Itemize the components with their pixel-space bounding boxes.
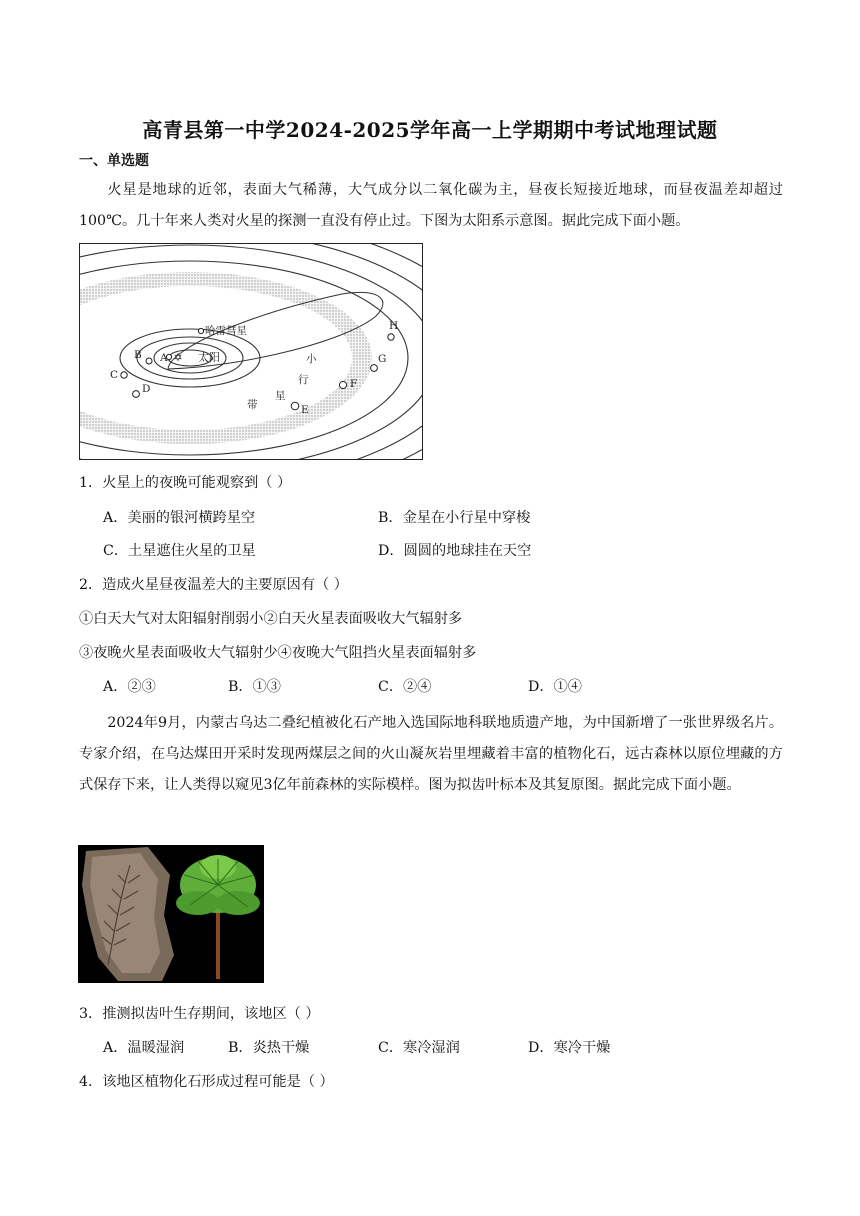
question-1-option-c: C．土星遮住火星的卫星 [103,543,256,559]
fossil-figure [78,845,264,983]
section-heading: 一、单选题 [79,153,149,169]
halley-comet [198,328,203,333]
question-3-stem: 3．推测拟齿叶生存期间，该地区（ ） [79,1006,320,1022]
planet-b [146,358,152,364]
question-1-option-b: B．金星在小行星中穿梭 [378,510,531,526]
label-a: A [160,352,168,364]
question-1-stem: 1．火星上的夜晚可能观察到（ ） [79,475,292,491]
belt-label-3: 星 [275,390,286,402]
question-3-option-a: A．温暖湿润 [103,1040,185,1056]
label-f: F [350,378,358,390]
question-2-option-a: A．②③ [103,679,156,695]
planet-e [291,402,299,410]
belt-label-2: 行 [298,374,309,386]
tree-trunk [216,911,220,979]
label-g: G [378,353,387,365]
planet-h [388,334,394,340]
label-c: C [110,369,119,381]
page-title: 高青县第一中学2024-2025学年高一上学期期中考试地理试题 [142,118,718,142]
question-1-option-a: A．美丽的银河横跨星空 [103,510,256,526]
question-3-option-c: C．寒冷湿润 [378,1040,460,1056]
solar-system-figure [79,243,423,460]
halley-label: 哈雷彗星 [205,325,247,337]
question-4-stem: 4．该地区植物化石形成过程可能是（ ） [79,1074,334,1090]
sun-icon: ✡ [173,351,183,364]
planet-d [133,391,140,398]
question-2-line-1: ①白天大气对太阳辐射削弱小②白天火星表面吸收大气辐射多 [79,611,463,627]
question-2-option-b: B．①③ [228,679,281,695]
sun-label: 太阳 [198,351,220,364]
label-d: D [142,383,151,395]
question-2-option-d: D．①④ [528,679,582,695]
planet-g [371,365,378,372]
question-2-option-c: C．②④ [378,679,432,695]
question-1-option-d: D．圆圆的地球挂在天空 [378,543,532,559]
question-3-option-d: D．寒冷干燥 [528,1040,611,1056]
planet-c [121,372,127,378]
passage-1: 火星是地球的近邻，表面大气稀薄，大气成分以二氧化碳为主，昼夜长短接近地球，而昼夜温差却超过100℃。几十年来人类对火星的探测一直没有停止过。下图为太阳系示意图。据此完成下面小题。 [79,182,783,229]
planet-f [339,381,346,388]
belt-label-1: 小 [306,353,317,365]
label-e: E [301,404,309,416]
fossil-image [78,845,264,983]
question-2-line-2: ③夜晚火星表面吸收大气辐射少④夜晚大气阻挡火星表面辐射多 [79,645,477,661]
label-b: B [134,349,142,361]
passage-2: 2024年9月，内蒙古乌达二叠纪植被化石产地入选国际地科联地质遗产地，为中国新增了一张世界级名片。专家介绍，在乌达煤田开采时发现两煤层之间的火山凝灰岩里埋藏着丰富的植物化石，远古森林以原位埋藏的方式保存下来，让人类得以窥见3亿年前森林的实际模样。图为拟齿叶标本及其复原图。据此完成下面小题。 [79,715,783,793]
label-h: H [389,320,399,332]
belt-label-4: 带 [247,399,258,411]
solar-system-diagram [80,244,422,459]
question-3-option-b: B．炎热干燥 [228,1040,310,1056]
question-2-stem: 2．造成火星昼夜温差大的主要原因有（ ） [79,577,348,593]
